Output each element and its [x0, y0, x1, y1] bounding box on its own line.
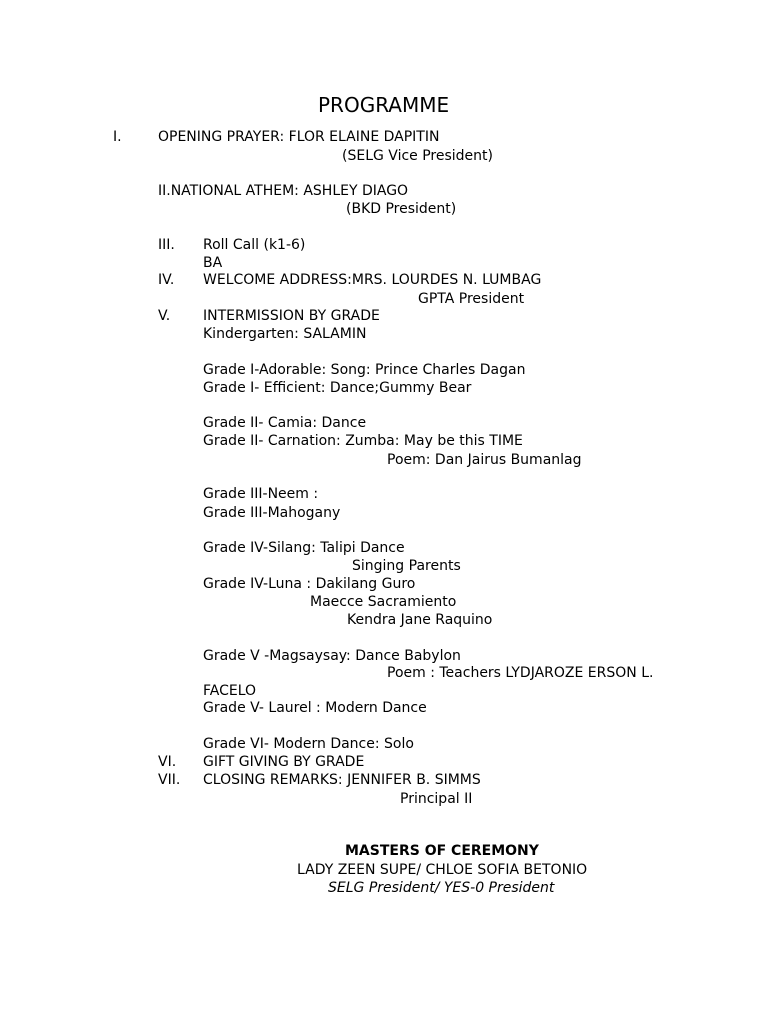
grade4-luna-performer-2: Kendra Jane Raquino: [347, 612, 493, 628]
opening-prayer-role: (SELG Vice President): [342, 148, 493, 164]
grade3-neem-line: Grade III-Neem :: [203, 486, 319, 502]
item-number-vi: VI.: [158, 754, 177, 770]
masters-names: LADY ZEEN SUPE/ CHLOE SOFIA BETONIO: [297, 862, 588, 878]
grade2-camia-line: Grade II- Camia: Dance: [203, 415, 367, 431]
national-anthem-role: (BKD President): [346, 201, 457, 217]
closing-remarks-role: Principal II: [400, 791, 473, 807]
grade1-efficient-line: Grade I- Efficient: Dance;Gummy Bear: [203, 380, 472, 396]
grade2-carnation-line: Grade II- Carnation: Zumba: May be this TIME: [203, 433, 523, 449]
national-anthem-line: II.NATIONAL ATHEM: ASHLEY DIAGO: [158, 183, 409, 199]
grade5-laurel-line: Grade V- Laurel : Modern Dance: [203, 700, 427, 716]
grade5-poem-continuation: FACELO: [203, 683, 257, 699]
masters-heading: MASTERS OF CEREMONY: [345, 843, 539, 859]
grade6-line: Grade VI- Modern Dance: Solo: [203, 736, 414, 752]
item-number-iv: IV.: [158, 272, 175, 288]
opening-prayer-line: OPENING PRAYER: FLOR ELAINE DAPITIN: [158, 129, 440, 145]
masters-roles: SELG President/ YES-0 President: [328, 880, 555, 896]
grade4-luna-performer-1: Maecce Sacramiento: [310, 594, 457, 610]
gift-giving-line: GIFT GIVING BY GRADE: [203, 754, 365, 770]
grade5-poem-line: Poem : Teachers LYDJAROZE ERSON L.: [387, 665, 654, 681]
item-number-vii: VII.: [158, 772, 181, 788]
roll-call-line: Roll Call (k1-6): [203, 237, 306, 253]
closing-remarks-line: CLOSING REMARKS: JENNIFER B. SIMMS: [203, 772, 481, 788]
welcome-address-role: GPTA President: [418, 291, 525, 307]
kindergarten-line: Kindergarten: SALAMIN: [203, 326, 367, 342]
grade2-poem-line: Poem: Dan Jairus Bumanlag: [387, 452, 582, 468]
welcome-address-line: WELCOME ADDRESS:MRS. LOURDES N. LUMBAG: [203, 272, 542, 288]
grade1-adorable-line: Grade I-Adorable: Song: Prince Charles Dagan: [203, 362, 526, 378]
item-number-v: V.: [158, 308, 171, 324]
page-title: PROGRAMME: [318, 93, 450, 117]
intermission-line: INTERMISSION BY GRADE: [203, 308, 380, 324]
grade3-mahogany-line: Grade III-Mahogany: [203, 505, 341, 521]
grade4-luna-line: Grade IV-Luna : Dakilang Guro: [203, 576, 416, 592]
roll-call-sub: BA: [203, 255, 223, 271]
item-number-iii: III.: [158, 237, 175, 253]
grade4-singing-parents: Singing Parents: [352, 558, 461, 574]
grade5-magsaysay-line: Grade V -Magsaysay: Dance Babylon: [203, 648, 461, 664]
grade4-silang-line: Grade IV-Silang: Talipi Dance: [203, 540, 405, 556]
item-number-i: I.: [113, 129, 122, 145]
